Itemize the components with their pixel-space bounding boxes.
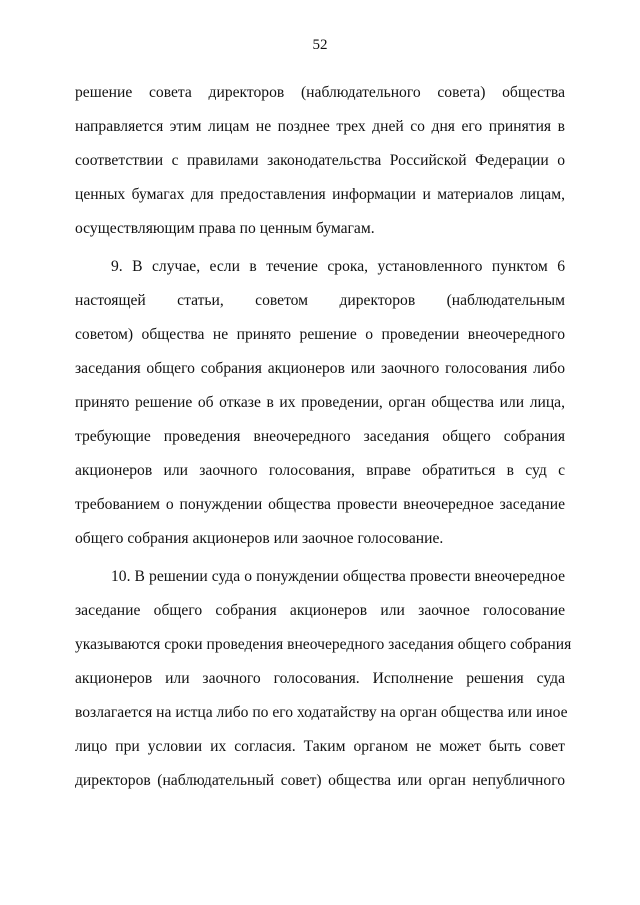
text-line: заседания общего собрания акционеров или заочного голосования либо [75, 360, 565, 378]
text-line: возлагается на истца либо по его ходатайству на орган общества или иное [75, 704, 568, 722]
page-number: 52 [312, 37, 328, 53]
text-line: указываются сроки проведения внеочередного заседания общего собрания [75, 636, 572, 654]
text-line: ценных бумагах для предоставления информации и материалов лицам, [75, 185, 565, 203]
paragraph-item-9 [75, 250, 565, 555]
text-line: принято решение об отказе в их проведении, орган общества или лица, [75, 394, 565, 412]
text-line: заседание общего собрания акционеров или заочное голосование [75, 602, 565, 620]
text-line: соответствии с правилами законодательства Российской Федерации о [75, 151, 565, 169]
text-line: акционеров или заочного голосования, вправе обратиться в суд с [75, 461, 565, 479]
text-line: настоящей статьи, советом директоров (наблюдательным [75, 292, 565, 310]
text-line: 9. В случае, если в течение срока, установленного пунктом 6 [111, 258, 565, 276]
text-line: лицо при условии их согласия. Таким органом не может быть совет [75, 737, 565, 755]
text-line: 10. В решении суда о понуждении общества провести внеочередное [111, 568, 565, 586]
text-line: советом) общества не принято решение о проведении внеочередного [75, 326, 565, 344]
paragraph-continuation [75, 76, 565, 245]
text-line: требованием о понуждении общества провести внеочередное заседание [75, 495, 565, 513]
text-line: требующие проведения внеочередного заседания общего собрания [75, 427, 565, 445]
text-line: общего собрания акционеров или заочное голосование. [75, 529, 444, 547]
paragraph-item-10 [75, 560, 572, 797]
text-line: направляется этим лицам не позднее трех дней со дня его принятия в [75, 117, 565, 135]
text-line: решение совета директоров (наблюдательного совета) общества [75, 84, 565, 101]
text-line: осуществляющим права по ценным бумагам. [75, 219, 375, 237]
document-body [75, 76, 572, 798]
text-line: директоров (наблюдательный совет) общества или орган непубличного [75, 771, 565, 789]
text-line: акционеров или заочного голосования. Исполнение решения суда [75, 670, 565, 688]
